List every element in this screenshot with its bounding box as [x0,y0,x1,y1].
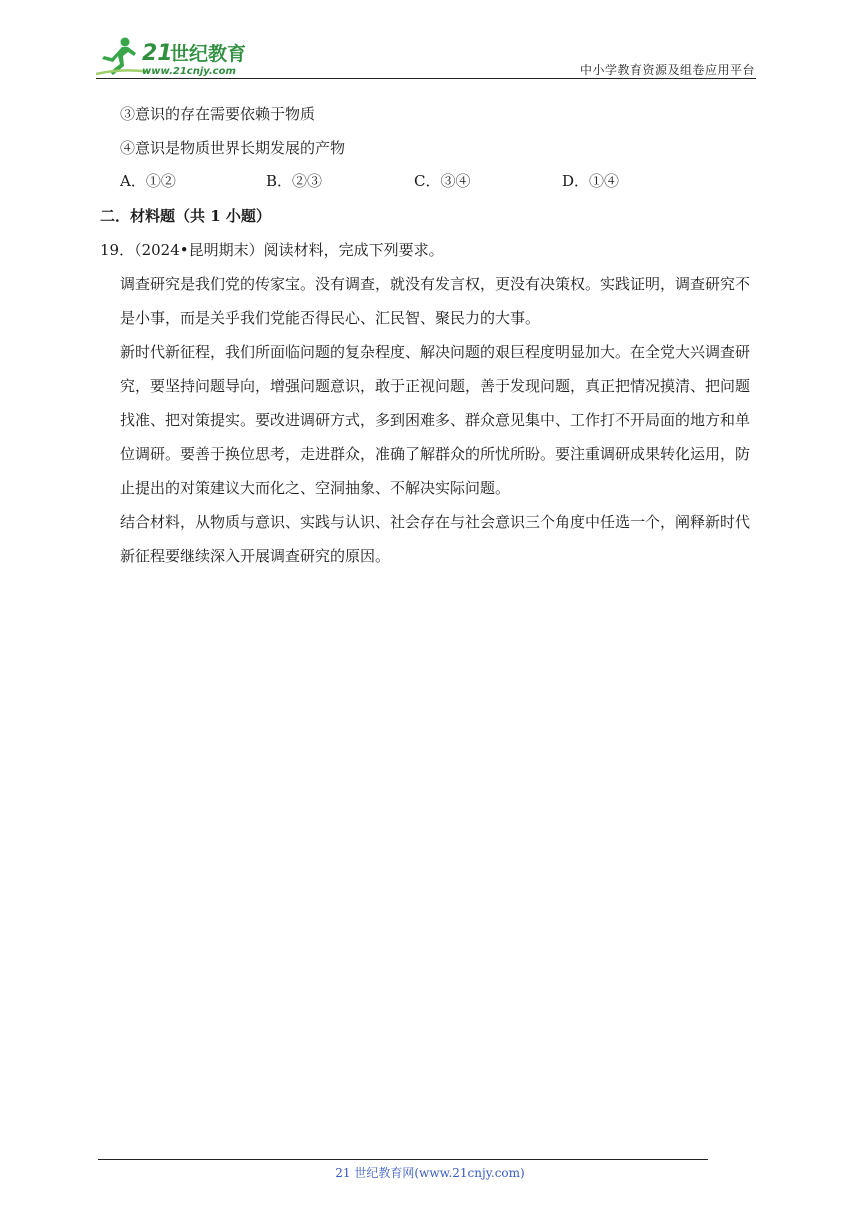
option-statement-3: ③意识的存在需要依赖于物质 [120,105,316,123]
choice-a: A．①② [120,172,176,190]
material-line: 究，要坚持问题导向，增强问题意识，敢于正视问题，善于发现问题，真正把情况摸清、把问题 [120,377,751,395]
question-number: 19． [100,241,135,259]
header-divider [96,78,756,79]
page-header [0,0,860,80]
question-prompt: 阅读材料，完成下列要求。 [263,241,444,259]
question-source: （2024•昆明期末） [134,241,264,259]
material-line: 位调研。要善于换位思考，走进群众，准确了解群众的所忧所盼。要注重调研成果转化运用，防 [120,445,751,463]
svg-text:www.21cnjy.com: www.21cnjy.com [142,66,236,77]
site-logo [92,34,262,78]
svg-text:21: 21 [142,41,173,66]
option-statement-4: ④意识是物质世界长期发展的产物 [120,139,346,157]
footer-divider [98,1159,708,1160]
choice-d: D．①④ [562,172,620,190]
material-line: 找准、把对策提实。要改进调研方式，多到困难多、群众意见集中、工作打不开局面的地方和单 [120,411,751,429]
question-19-header [100,240,444,260]
section-title: 二．材料题（共 1 小题） [100,207,271,225]
choice-b: B．②③ [266,172,323,190]
site-name: 中小学教育资源及组卷应用平台 [579,63,755,77]
material-line: 新时代新征程，我们所面临问题的复杂程度、解决问题的艰巨程度明显加大。在全党大兴调查研 [120,343,751,361]
choice-c: C．③④ [414,172,471,190]
material-line: 止提出的对策建议大而化之、空洞抽象、不解决实际问题。 [120,479,511,497]
footer-text: 21 世纪教育网(www.21cnjy.com) [335,1166,525,1180]
material-line: 是小事，而是关乎我们党能否得民心、汇民智、聚民力的大事。 [120,309,541,327]
requirement-line: 新征程要继续深入开展调查研究的原因。 [120,547,391,565]
requirement-line: 结合材料，从物质与意识、实践与认识、社会存在与社会意识三个角度中任选一个，阐释新时代 [120,513,751,531]
material-line: 调查研究是我们党的传家宝。没有调查，就没有发言权，更没有决策权。实践证明，调查研究不 [120,275,751,293]
svg-text:世纪教育: 世纪教育 [170,43,247,65]
